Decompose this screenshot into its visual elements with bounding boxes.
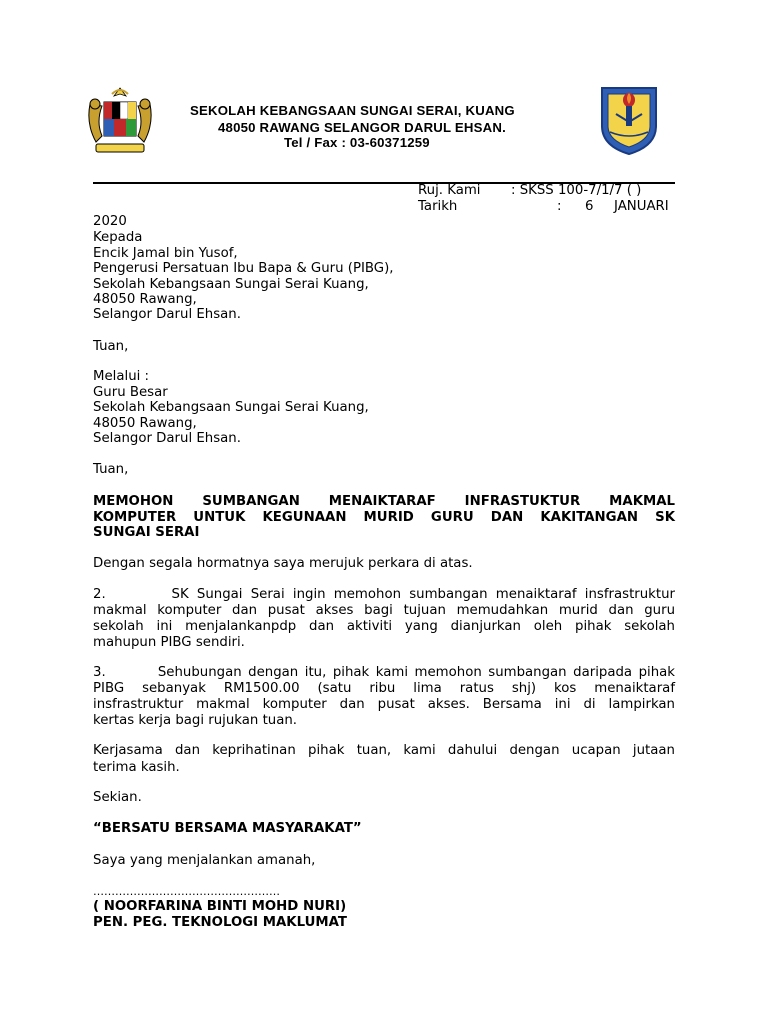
recipient-line: Sekolah Kebangsaan Sungai Serai Kuang,	[93, 277, 369, 292]
date-month: JANUARI	[614, 199, 669, 214]
para3-line: insfrastruktur makmal komputer dan pusat akses. Bersama ini di lampirkan	[93, 697, 675, 712]
para2-line: sekolah ini menjalankanpdp dan aktiviti yang dianjurkan oleh pihak sekolah	[93, 619, 675, 634]
intro-paragraph: Dengan segala hormatnya saya merujuk perkara di atas.	[93, 556, 473, 571]
subject-line: SUNGAI SERAI	[93, 525, 200, 540]
via-salutation: Tuan,	[93, 462, 129, 477]
ref-label: Ruj. Kami	[418, 183, 481, 198]
school-badge-logo	[598, 84, 660, 156]
recipient-line: 48050 Rawang,	[93, 292, 197, 307]
recipient-kepada: Kepada	[93, 230, 143, 245]
recipient-line: Pengerusi Persatuan Ibu Bapa & Guru (PIBG),	[93, 261, 394, 276]
via-line: Selangor Darul Ehsan.	[93, 431, 241, 446]
para2-line: makmal komputer dan pusat akses bagi tujuan memudahkan murid dan guru	[93, 603, 675, 618]
subject-line: MEMOHON SUMBANGAN MENAIKTARAF INFRASTUKTUR MAKMAL	[93, 494, 675, 509]
date-label: Tarikh	[418, 199, 458, 214]
date-day: 6	[585, 199, 594, 214]
national-crest-logo	[82, 84, 158, 160]
date-year: 2020	[93, 214, 127, 229]
para4-line: terima kasih.	[93, 760, 180, 775]
recipient-line: Selangor Darul Ehsan.	[93, 307, 241, 322]
via-line: Sekolah Kebangsaan Sungai Serai Kuang,	[93, 400, 369, 415]
para2-line: 2. SK Sungai Serai ingin memohon sumbangan menaiktaraf insfrastruktur	[93, 587, 675, 602]
para4-line: Kerjasama dan keprihatinan pihak tuan, kami dahului dengan ucapan jutaan	[93, 743, 675, 758]
para3-line: 3. Sehubungan dengan itu, pihak kami memohon sumbangan daripada pihak	[93, 665, 675, 680]
para3-line: kertas kerja bagi rujukan tuan.	[93, 713, 298, 728]
recipient-line: Encik Jamal bin Yusof,	[93, 246, 238, 261]
ref-value: : SKSS 100-7/1/7 ( )	[511, 183, 642, 198]
signature-line: ……………………………………………	[93, 885, 280, 898]
subject-line: KOMPUTER UNTUK KEGUNAAN MURID GURU DAN KAKITANGAN SK	[93, 510, 675, 525]
para3-line: PIBG sebanyak RM1500.00 (satu ribu lima ratus shj) kos menaiktaraf	[93, 681, 675, 696]
signatory-name: ( NOORFARINA BINTI MOHD NURI)	[93, 899, 347, 914]
signatory-title: PEN. PEG. TEKNOLOGI MAKLUMAT	[93, 915, 347, 930]
via-line: 48050 Rawang,	[93, 416, 197, 431]
via-line: Guru Besar	[93, 385, 168, 400]
recipient-salutation: Tuan,	[93, 339, 129, 354]
school-address: 48050 RAWANG SELANGOR DARUL EHSAN.	[218, 120, 506, 135]
motto-text: “BERSATU BERSAMA MASYARAKAT”	[93, 821, 362, 836]
school-phone: Tel / Fax : 03-60371259	[284, 135, 430, 150]
date-colon: :	[557, 199, 562, 214]
para2-line: mahupun PIBG sendiri.	[93, 635, 245, 650]
sign-off-text: Saya yang menjalankan amanah,	[93, 853, 316, 868]
closing-text: Sekian.	[93, 790, 142, 805]
via-label: Melalui :	[93, 369, 150, 384]
school-name: SEKOLAH KEBANGSAAN SUNGAI SERAI, KUANG	[190, 103, 515, 118]
